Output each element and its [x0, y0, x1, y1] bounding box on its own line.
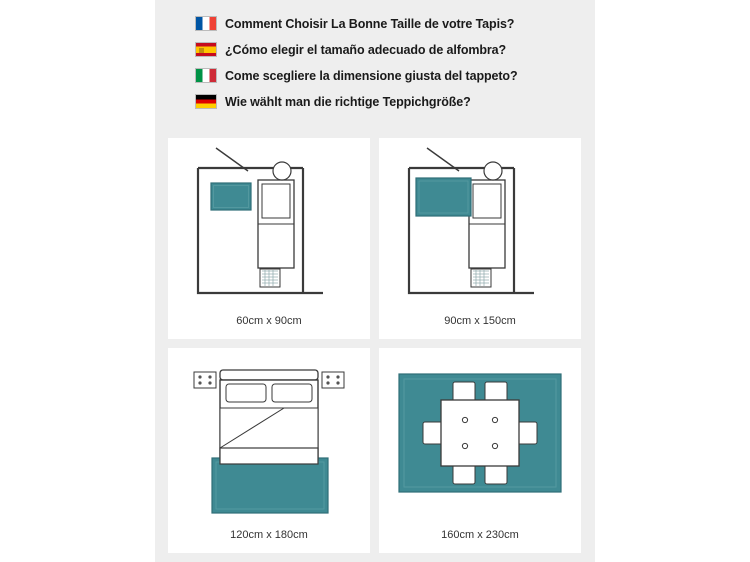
- flag-italy-icon: [195, 68, 217, 83]
- heading-text-spanish: ¿Cómo elegir el tamaño adecuado de alfombra?: [225, 42, 507, 57]
- diagram-bed-foot-rug: [168, 348, 370, 524]
- headings-block: [195, 14, 570, 118]
- content-panel: [155, 0, 595, 562]
- flag-germany-icon: [195, 94, 217, 109]
- diagram-dining-table-rug: [379, 348, 581, 524]
- heading-row-french: [195, 14, 570, 33]
- diagram-bed-side-large-rug: [379, 138, 581, 308]
- heading-row-german: [195, 92, 570, 111]
- flag-spain-icon: [195, 42, 217, 57]
- card-caption-120x180: 120cm x 180cm: [230, 529, 308, 541]
- card-bedroom-runner-60x90: [168, 138, 370, 339]
- heading-row-italian: [195, 66, 570, 85]
- diagram-bed-side-small-rug: [168, 138, 370, 308]
- flag-france-icon: [195, 16, 217, 31]
- heading-text-german: Wie wählt man die richtige Teppichgröße?: [225, 94, 471, 109]
- card-bedroom-foot-120x180: [168, 348, 370, 553]
- heading-row-spanish: [195, 40, 570, 59]
- card-caption-160x230: 160cm x 230cm: [441, 529, 519, 541]
- heading-text-french: Comment Choisir La Bonne Taille de votre Tapis?: [225, 16, 515, 31]
- cards-grid: [168, 138, 582, 553]
- card-caption-60x90: 60cm x 90cm: [236, 315, 302, 327]
- card-caption-90x150: 90cm x 150cm: [444, 315, 516, 327]
- card-bedroom-runner-90x150: [379, 138, 581, 339]
- heading-text-italian: Come scegliere la dimensione giusta del tappeto?: [225, 68, 518, 83]
- card-dining-160x230: [379, 348, 581, 553]
